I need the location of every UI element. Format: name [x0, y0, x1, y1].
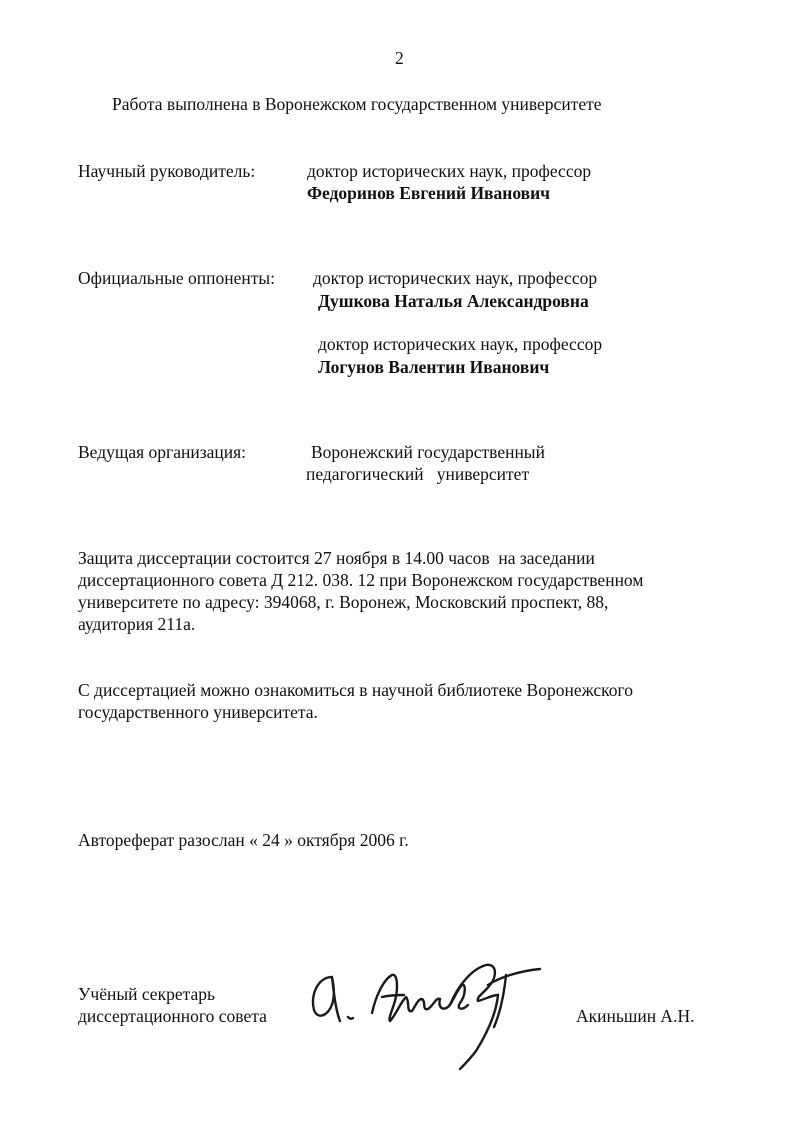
leading-org-line: педагогический университет: [306, 464, 530, 484]
leading-org-line: Воронежский государственный: [311, 442, 545, 462]
secretary-label: диссертационного совета: [78, 1006, 267, 1026]
library-line: государственного университета.: [78, 702, 318, 722]
defense-line: Защита диссертации состоится 27 ноября в 14.00 часов на заседании: [78, 548, 595, 568]
institution-line: Работа выполнена в Воронежском государственном университете: [112, 94, 602, 114]
secretary-name: Акиньшин А.Н.: [576, 1006, 695, 1026]
opponent-name: Логунов Валентин Иванович: [318, 357, 550, 377]
supervisor-title: доктор исторических наук, профессор: [307, 161, 592, 181]
opponent-title: доктор исторических наук, профессор: [313, 268, 598, 288]
page-number: 2: [395, 48, 404, 68]
defense-paragraph: [78, 547, 718, 635]
opponents-label: Официальные оппоненты:: [78, 268, 275, 288]
handwritten-signature: [300, 955, 550, 1075]
library-line: С диссертацией можно ознакомиться в научной библиотеке Воронежского: [78, 680, 633, 700]
defense-line: диссертационного совета Д 212. 038. 12 при Воронежском государственном: [78, 570, 644, 590]
defense-line: университете по адресу: 394068, г. Воронеж, Московский проспект, 88,: [78, 592, 609, 612]
leading-org-label: Ведущая организация:: [78, 442, 247, 462]
defense-line: аудитория 211а.: [78, 614, 196, 634]
opponent-title: доктор исторических наук, профессор: [318, 334, 603, 354]
supervisor-name: Федоринов Евгений Иванович: [307, 183, 551, 203]
secretary-label: Учёный секретарь: [78, 984, 215, 1004]
opponent-name: Душкова Наталья Александровна: [318, 291, 589, 311]
abstract-sent-line: Автореферат разослан « 24 » октября 2006 г.: [78, 830, 409, 850]
supervisor-label: Научный руководитель:: [78, 161, 256, 181]
library-paragraph: [78, 679, 718, 723]
